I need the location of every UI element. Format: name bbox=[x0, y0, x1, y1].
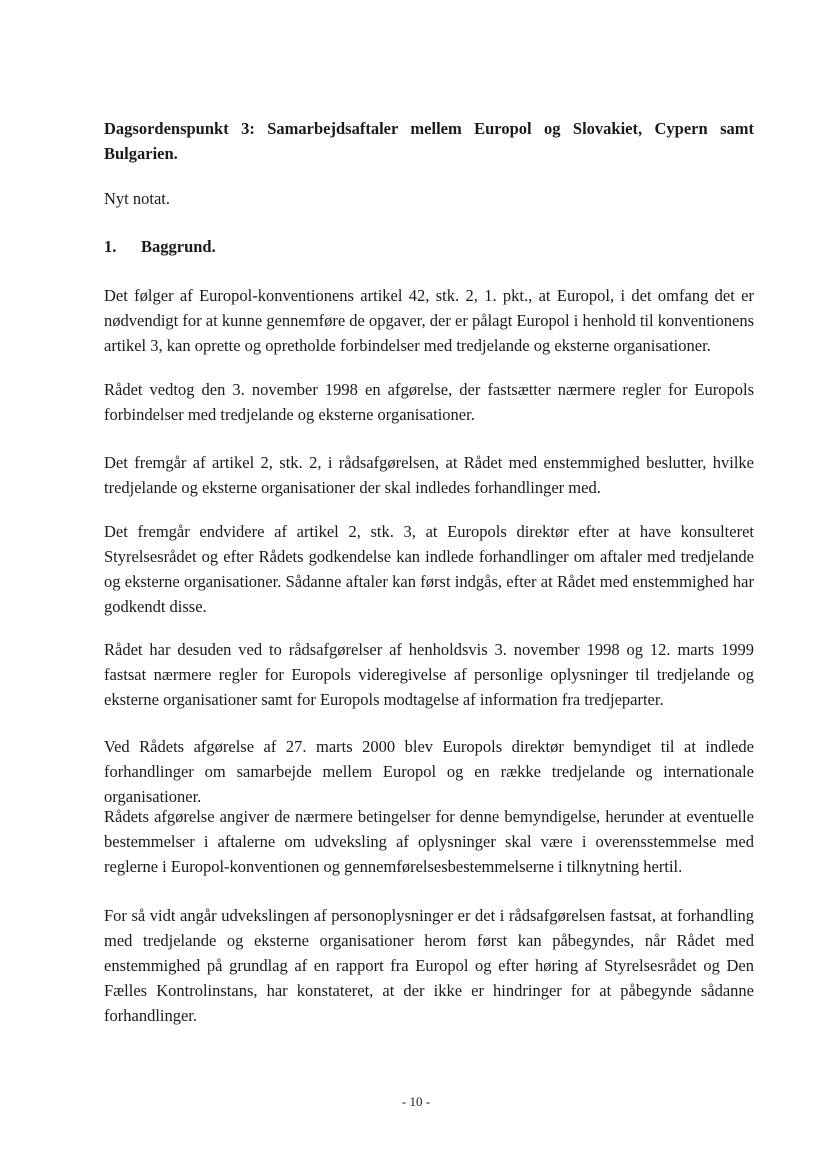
paragraph: Det følger af Europol-konventionens artikel 42, stk. 2, 1. pkt., at Europol, i det omfang det er nødvendigt for at kunne gennemføre de opgaver, der er pålagt Europol i henhold til konventionens artikel 3, kan oprette og opretholde forbindelser med tredjelande og eksterne organisationer. bbox=[104, 286, 754, 355]
note-subtitle: Nyt notat. bbox=[104, 189, 170, 208]
section-heading bbox=[104, 234, 216, 259]
paragraph: Ved Rådets afgørelse af 27. marts 2000 blev Europols direktør bemyndiget til at indlede forhandlinger om samarbejde mellem Europol og en række tredjelande og internationale organisationer. bbox=[104, 737, 754, 806]
paragraph: For så vidt angår udvekslingen af personoplysninger er det i rådsafgørelsen fastsat, at forhandling med tredjelande og eksterne organisationer herom først kan påbegyndes, når Rådet med enstemmighed på grundlag af en rapport fra Europol og efter høring af Styrelsesrådet og Den Fælles Kontrolinstans, har konstateret, at der ikke er hindringer for at påbegynde sådanne forhandlinger. bbox=[104, 906, 754, 1025]
paragraph: Rådets afgørelse angiver de nærmere betingelser for denne bemyndigelse, herunder at eventuelle bestemmelser i aftalerne om udveksling af oplysninger skal være i overensstemmelse med reglerne i Europol-konventionen og gennemførelsesbestemmelserne i tilknytning hertil. bbox=[104, 807, 754, 876]
paragraph: Det fremgår endvidere af artikel 2, stk. 3, at Europols direktør efter at have konsulteret Styrelsesrådet og efter Rådets godkendelse kan indlede forhandlinger om aftaler med tredjelande og eksterne organisationer. Sådanne aftaler kan først indgås, efter at Rådet med enstemmighed har godkendt disse. bbox=[104, 522, 754, 616]
paragraph: Det fremgår af artikel 2, stk. 2, i rådsafgørelsen, at Rådet med enstemmighed beslutter, hvilke tredjelande og eksterne organisationer der skal indledes forhandlinger med. bbox=[104, 453, 754, 497]
agenda-item-heading: Dagsordenspunkt 3: Samarbejdsaftaler mellem Europol og Slovakiet, Cypern samt Bulgarien. bbox=[104, 119, 754, 163]
paragraph: Rådet vedtog den 3. november 1998 en afgørelse, der fastsætter nærmere regler for Europols forbindelser med tredjelande og eksterne organisationer. bbox=[104, 380, 754, 424]
section-title: Baggrund. bbox=[141, 237, 216, 256]
paragraph: Rådet har desuden ved to rådsafgørelser af henholdsvis 3. november 1998 og 12. marts 1999 fastsat nærmere regler for Europols videregivelse af personlige oplysninger til tredjelande og eksterne organisationer samt for Europols modtagelse af information fra tredjeparter. bbox=[104, 640, 754, 709]
section-number: 1. bbox=[104, 237, 117, 256]
page-number: - 10 - bbox=[401, 1094, 431, 1109]
